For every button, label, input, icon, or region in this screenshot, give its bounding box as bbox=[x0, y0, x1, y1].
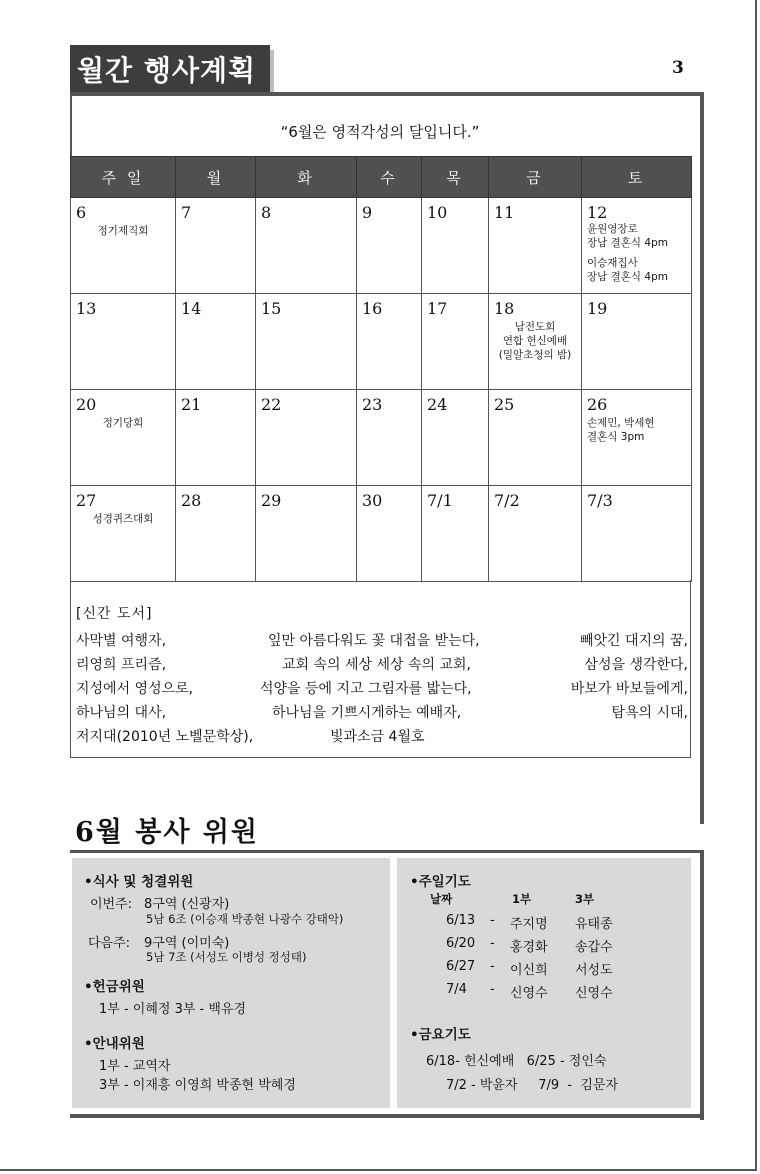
day-number: 12 bbox=[587, 203, 608, 222]
event-text: 연합 헌신예배 bbox=[502, 335, 568, 347]
this-week-label: 이번주: bbox=[90, 897, 133, 912]
book-title: 탐욕의 시대, bbox=[611, 705, 688, 721]
day-number: 22 bbox=[261, 395, 282, 414]
day-number: 21 bbox=[181, 395, 202, 414]
calendar-day-cell bbox=[176, 486, 256, 582]
book-title: 하나님의 대사, bbox=[76, 705, 167, 721]
weekday-header: 화 bbox=[256, 157, 357, 198]
weekday-header: 주 일 bbox=[71, 157, 176, 198]
service-section-rule bbox=[70, 850, 704, 853]
prayer-date: 7/4 bbox=[446, 982, 467, 997]
prayer-third: 서성도 bbox=[575, 963, 613, 978]
meal-heading: •식사 및 청결위원 bbox=[84, 874, 194, 890]
calendar-day-cell bbox=[176, 198, 256, 294]
next-week-label: 다음주: bbox=[88, 936, 131, 951]
calendar-week-row bbox=[71, 390, 692, 486]
prayer-sep: - bbox=[490, 913, 495, 928]
service-frame-right bbox=[700, 850, 704, 1120]
day-number: 17 bbox=[427, 299, 448, 318]
calendar-day-cell bbox=[489, 486, 582, 582]
offering-heading: •헌금위원 bbox=[84, 979, 145, 995]
page-number: 3 bbox=[672, 58, 684, 78]
new-books-heading: [신간 도서] bbox=[76, 606, 153, 622]
weekday-header: 토 bbox=[582, 157, 692, 198]
day-number: 24 bbox=[427, 395, 448, 414]
friday-prayer-line-2: 7/2 - 박윤자 7/9 - 김문자 bbox=[446, 1078, 619, 1093]
day-number: 14 bbox=[181, 299, 202, 318]
day-number: 25 bbox=[494, 395, 515, 414]
day-number: 9 bbox=[362, 203, 373, 222]
usher-heading: •안내위원 bbox=[84, 1036, 145, 1052]
book-title: 사막별 여행자, bbox=[76, 633, 167, 649]
prayer-third: 송갑수 bbox=[575, 940, 613, 955]
book-title: 리영희 프리즘, bbox=[76, 657, 167, 673]
event-text: 성경퀴즈대회 bbox=[92, 513, 154, 525]
prayer-first: 홍경화 bbox=[510, 940, 548, 955]
book-title: 교회 속의 세상 세상 속의 교회, bbox=[282, 657, 471, 673]
calendar-day-cell bbox=[176, 294, 256, 390]
prayer-sep: - bbox=[490, 982, 495, 997]
calendar-day-cell bbox=[357, 486, 422, 582]
calendar-table bbox=[70, 156, 692, 582]
event-text: (밀알초청의 밤) bbox=[498, 349, 572, 361]
calendar-week-row bbox=[71, 486, 692, 582]
calendar-week-row bbox=[71, 198, 692, 294]
prayer-sep: - bbox=[490, 959, 495, 974]
calendar-day-cell bbox=[357, 390, 422, 486]
calendar-day-cell bbox=[71, 198, 176, 294]
monthly-theme-quote: “6월은 영적각성의 달입니다.” bbox=[280, 123, 480, 141]
sunday-prayer-heading: •주일기도 bbox=[410, 874, 471, 890]
day-number: 13 bbox=[76, 299, 97, 318]
day-number: 7/1 bbox=[427, 491, 453, 510]
section-frame-top bbox=[70, 92, 704, 96]
calendar-day-cell bbox=[422, 294, 489, 390]
calendar-day-cell bbox=[176, 390, 256, 486]
service-frame-bottom bbox=[70, 1114, 704, 1118]
calendar-day-cell bbox=[256, 390, 357, 486]
event-text: 손제민, 박세현 bbox=[587, 417, 655, 429]
next-week-district: 9구역 (이미숙) bbox=[144, 936, 230, 951]
event-text: 장남 결혼식 4pm bbox=[587, 237, 668, 249]
weekday-header: 금 bbox=[489, 157, 582, 198]
calendar-day-cell bbox=[256, 294, 357, 390]
day-number: 28 bbox=[181, 491, 202, 510]
calendar-day-cell bbox=[71, 294, 176, 390]
book-title: 삼성을 생각한다, bbox=[584, 657, 688, 673]
day-number: 11 bbox=[494, 203, 515, 222]
calendar-day-cell bbox=[489, 198, 582, 294]
calendar-week-row bbox=[71, 294, 692, 390]
this-week-district: 8구역 (신광자) bbox=[144, 897, 230, 912]
event-text: 결혼식 3pm bbox=[587, 431, 645, 443]
day-number: 30 bbox=[362, 491, 383, 510]
book-title: 빼앗긴 대지의 꿈, bbox=[579, 633, 688, 649]
usher-line-2: 3부 - 이재흥 이영희 박종현 박혜경 bbox=[99, 1078, 296, 1093]
day-number: 26 bbox=[587, 395, 608, 414]
calendar-day-cell bbox=[256, 198, 357, 294]
section-frame-right bbox=[700, 92, 704, 824]
calendar-header-row bbox=[71, 157, 692, 198]
event-text: 남전도회 bbox=[514, 321, 556, 333]
prayer-third: 신영수 bbox=[575, 986, 613, 1001]
calendar-day-cell bbox=[582, 486, 692, 582]
col-date: 날짜 bbox=[430, 892, 453, 906]
book-title: 바보가 바보들에게, bbox=[570, 681, 688, 697]
prayer-first: 이신희 bbox=[510, 963, 548, 978]
offering-line: 1부 - 이혜정 3부 - 백유경 bbox=[99, 1002, 247, 1017]
col-first-service: 1부 bbox=[512, 892, 532, 906]
book-title: 잎만 아름다워도 꽃 대접을 받는다, bbox=[268, 633, 480, 649]
weekday-header: 월 bbox=[176, 157, 256, 198]
day-number: 27 bbox=[76, 491, 97, 510]
friday-prayer-heading: •금요기도 bbox=[410, 1027, 471, 1043]
book-title: 저지대(2010년 노벨문학상), bbox=[76, 729, 254, 745]
calendar-day-cell bbox=[357, 294, 422, 390]
prayer-first: 신영수 bbox=[510, 986, 548, 1001]
service-section-title: 6월 봉사 위원 bbox=[75, 817, 259, 848]
calendar-day-cell bbox=[582, 198, 692, 294]
prayer-date: 6/13 bbox=[446, 913, 476, 928]
day-number: 7/3 bbox=[587, 491, 613, 510]
next-week-group: 5남 7조 (서성도 이병성 정성태) bbox=[146, 950, 307, 964]
day-number: 7 bbox=[181, 203, 192, 222]
calendar-day-cell bbox=[582, 294, 692, 390]
prayer-date: 6/27 bbox=[446, 959, 476, 974]
calendar-day-cell bbox=[71, 486, 176, 582]
event-text: 장남 결혼식 4pm bbox=[587, 271, 668, 283]
usher-line-1: 1부 - 교역자 bbox=[99, 1059, 171, 1074]
day-number: 29 bbox=[261, 491, 282, 510]
book-title: 지성에서 영성으로, bbox=[76, 681, 194, 697]
weekday-header: 수 bbox=[357, 157, 422, 198]
this-week-group: 5남 6조 (이승재 박종현 나광수 강태악) bbox=[146, 912, 344, 926]
day-number: 20 bbox=[76, 395, 97, 414]
day-number: 23 bbox=[362, 395, 383, 414]
day-number: 6 bbox=[76, 203, 87, 222]
event-text: 정기제직회 bbox=[97, 225, 149, 237]
day-number: 16 bbox=[362, 299, 383, 318]
event-text: 이승재집사 bbox=[587, 257, 638, 269]
event-text: 정기당회 bbox=[102, 417, 144, 429]
calendar-day-cell bbox=[489, 294, 582, 390]
book-title: 석양을 등에 지고 그림자를 밟는다, bbox=[260, 681, 472, 697]
calendar-day-cell bbox=[422, 198, 489, 294]
prayer-third: 유태종 bbox=[575, 917, 613, 932]
prayer-first: 주지명 bbox=[510, 917, 548, 932]
calendar-day-cell bbox=[422, 486, 489, 582]
calendar-day-cell bbox=[582, 390, 692, 486]
calendar-day-cell bbox=[71, 390, 176, 486]
day-number: 18 bbox=[494, 299, 515, 318]
day-number: 8 bbox=[261, 203, 272, 222]
day-number: 7/2 bbox=[494, 491, 520, 510]
day-number: 15 bbox=[261, 299, 282, 318]
prayer-date: 6/20 bbox=[446, 936, 476, 951]
day-number: 19 bbox=[587, 299, 608, 318]
col-third-service: 3부 bbox=[575, 892, 595, 906]
book-title: 하나님을 기쁘시게하는 예배자, bbox=[272, 705, 462, 721]
event-text: 윤원영장로 bbox=[587, 223, 638, 235]
book-title: 빛과소금 4월호 bbox=[330, 729, 425, 745]
weekday-header: 목 bbox=[422, 157, 489, 198]
page-title: 월간 행사계획 bbox=[77, 54, 257, 87]
calendar-day-cell bbox=[256, 486, 357, 582]
day-number: 10 bbox=[427, 203, 448, 222]
friday-prayer-line-1: 6/18- 헌신예배 6/25 - 정인숙 bbox=[426, 1054, 607, 1069]
calendar-day-cell bbox=[422, 390, 489, 486]
calendar-day-cell bbox=[357, 198, 422, 294]
calendar-day-cell bbox=[489, 390, 582, 486]
prayer-sep: - bbox=[490, 936, 495, 951]
